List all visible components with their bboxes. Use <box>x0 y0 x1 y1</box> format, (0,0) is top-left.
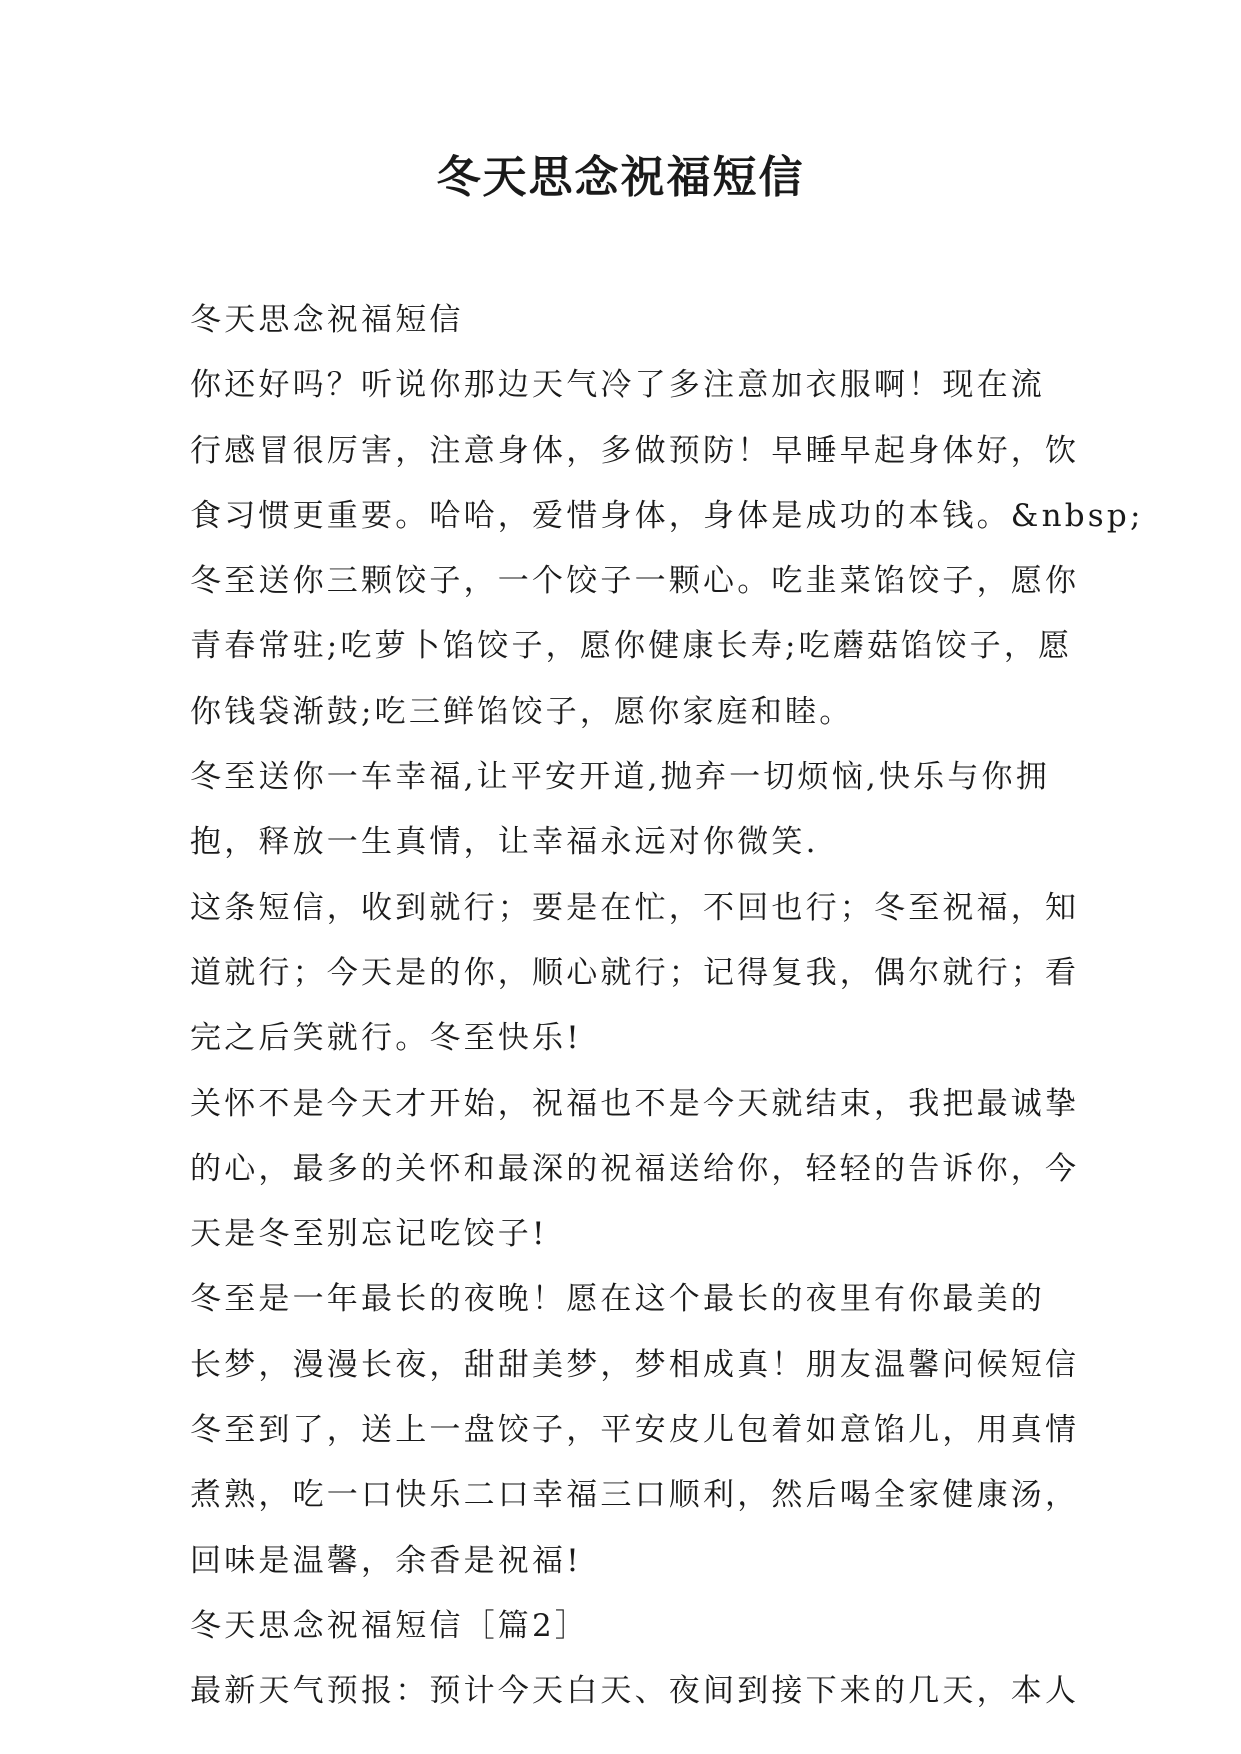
text-line: 长梦，漫漫长夜，甜甜美梦，梦相成真！朋友温馨问候短信 <box>190 1346 1080 1383</box>
text-line: 回味是温馨，余香是祝福! <box>190 1542 582 1579</box>
text-line: 冬至送你一车幸福,让平安开道,抛弃一切烦恼,快乐与你拥 <box>190 759 1050 796</box>
text-line: 青春常驻;吃萝卜馅饺子，愿你健康长寿;吃蘑菇馅饺子，愿 <box>190 628 1073 665</box>
text-line: 食习惯更重要。哈哈，爱惜身体，身体是成功的本钱。&nbsp; <box>190 497 1144 534</box>
text-line: 的心，最多的关怀和最深的祝福送给你，轻轻的告诉你，今 <box>190 1150 1080 1187</box>
text-line: 道就行；今天是的你，顺心就行；记得复我，偶尔就行；看 <box>190 954 1080 991</box>
text-line: 抱，释放一生真情，让幸福永远对你微笑. <box>190 824 819 861</box>
text-line: 你钱袋渐鼓;吃三鲜馅饺子，愿你家庭和睦。 <box>190 693 854 730</box>
text-line: 冬至是一年最长的夜晚！愿在这个最长的夜里有你最美的 <box>190 1281 1045 1318</box>
text-line: 冬至送你三颗饺子，一个饺子一颗心。吃韭菜馅饺子，愿你 <box>190 563 1080 600</box>
text-line: 煮熟，吃一口快乐二口幸福三口顺利，然后喝全家健康汤， <box>190 1477 1080 1514</box>
text-line: 天是冬至别忘记吃饺子! <box>190 1216 548 1253</box>
text-line: 完之后笑就行。冬至快乐! <box>190 1020 582 1057</box>
text-line: 这条短信，收到就行；要是在忙，不回也行；冬至祝福，知 <box>190 889 1080 926</box>
document-title: 冬天思念祝福短信 <box>436 152 805 203</box>
text-line: 最新天气预报：预计今天白天、夜间到接下来的几天，本人 <box>190 1673 1080 1710</box>
text-line: 冬天思念祝福短信 <box>190 302 464 338</box>
text-line: 冬至到了，送上一盘饺子，平安皮儿包着如意馅儿，用真情 <box>190 1412 1080 1449</box>
text-line: 行感冒很厉害，注意身体，多做预防！早睡早起身体好，饮 <box>190 432 1080 469</box>
document-body <box>190 288 1144 1725</box>
section-heading: 冬天思念祝福短信［篇2］ <box>190 1607 590 1644</box>
text-line: 关怀不是今天才开始，祝福也不是今天就结束，我把最诚挚 <box>190 1085 1080 1122</box>
text-line: 你还好吗？听说你那边天气冷了多注意加衣服啊！现在流 <box>190 367 1045 404</box>
